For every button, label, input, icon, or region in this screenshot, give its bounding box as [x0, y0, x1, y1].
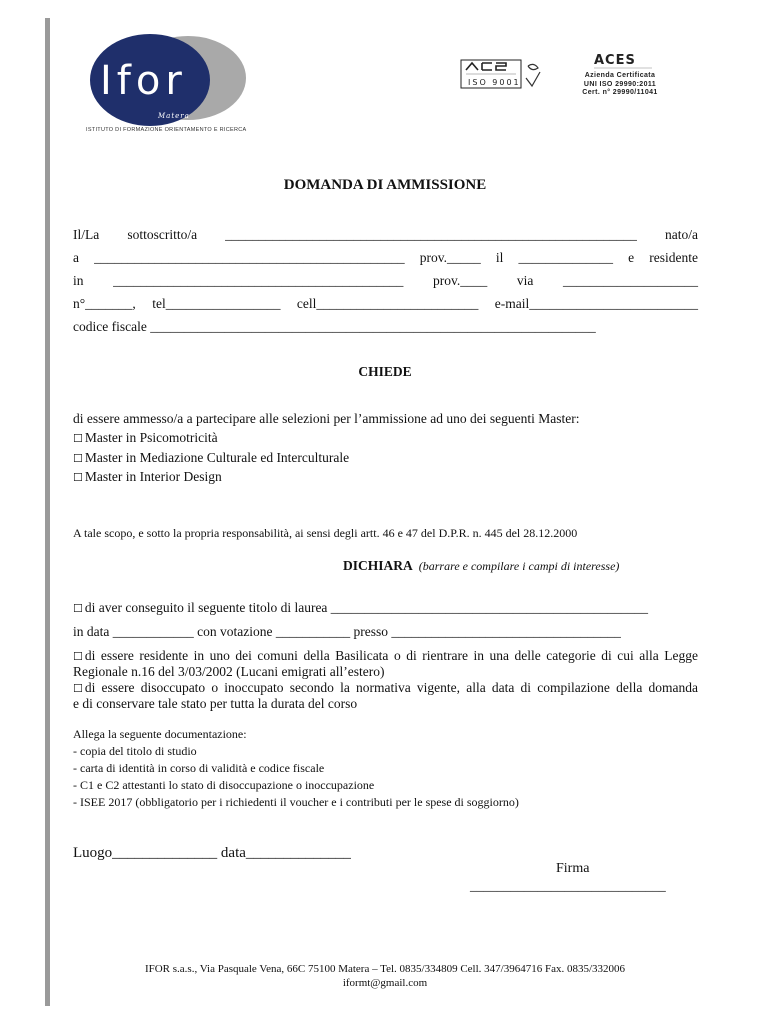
declaration-disoccupato-cont: e di conservare tale stato per tutta la durata del corso — [73, 696, 358, 711]
logo-city: Matera — [158, 112, 190, 120]
document-title: DOMANDA DI AMMISSIONE — [283, 177, 487, 193]
signature-line[interactable]: _____________________________ — [470, 878, 666, 893]
attachment-item: - C1 e C2 attestanti lo stato di disoccupazione o inoccupazione — [73, 778, 375, 792]
attachment-item: - carta di identità in corso di validità e codice fiscale — [73, 761, 325, 775]
form-line-fiscal-code[interactable]: codice fiscale __________________________________________________________________ — [73, 319, 596, 334]
certification-text: Azienda Certificata UNI ISO 29990:2011 Cert. n° 29990/11041 — [582, 72, 658, 96]
declaration-disoccupato[interactable]: ☐ di essere disoccupato o inoccupato secondo la normativa vigente, alla data di compilazione della domanda — [73, 680, 698, 695]
chiede-heading: CHIEDE — [358, 364, 412, 379]
footer-address: IFOR s.a.s., Via Pasquale Vena, 66C 75100 Matera – Tel. 0835/334809 Cell. 347/3964716 Fax. 0835/332006 — [144, 963, 626, 975]
checkbox-icon[interactable]: ☐ — [73, 432, 83, 445]
checkbox-icon[interactable]: ☐ — [73, 682, 83, 695]
request-intro: di essere ammesso/a a partecipare alle selezioni per l’ammissione ad uno dei seguenti Master: — [73, 411, 580, 426]
attachments-heading: Allega la seguente documentazione: — [73, 727, 247, 741]
checkbox-icon[interactable]: ☐ — [73, 471, 83, 484]
master-option-psicomotricita[interactable]: ☐ Master in Psicomotricità — [73, 430, 218, 445]
form-line-residence[interactable]: in ___________________________________________ prov.____ via ____________________ — [73, 273, 698, 288]
dichiara-heading: DICHIARA (barrare e compilare i campi di interesse) — [343, 558, 620, 573]
checkbox-icon[interactable]: ☐ — [73, 602, 83, 615]
attachment-item: - ISEE 2017 (obbligatorio per i richiedenti il voucher e i contributi per le spese di soggiorno) — [73, 795, 519, 809]
checkbox-icon[interactable]: ☐ — [73, 650, 83, 663]
master-option-mediazione[interactable]: ☐ Master in Mediazione Culturale ed Interculturale — [73, 450, 350, 465]
footer-email[interactable]: iformt@gmail.com — [342, 977, 428, 989]
svg-text:ACES: ACES — [594, 53, 636, 68]
svg-text:ISO 9001: ISO 9001 — [468, 78, 521, 87]
dichiara-note: (barrare e compilare i campi di interesse) — [418, 559, 620, 573]
aces-certification-mark — [588, 50, 658, 72]
declaration-residenza-cont: Regionale n.16 del 3/03/2002 (Lucani emigrati all’estero) — [73, 664, 385, 679]
attachment-item: - copia del titolo di studio — [73, 744, 197, 758]
place-date-line[interactable]: Luogo______________ data______________ — [73, 845, 351, 861]
left-margin-bar — [45, 18, 50, 1006]
declaration-laurea[interactable]: ☐ di aver conseguito il seguente titolo di laurea _______________________________________________ — [73, 600, 649, 615]
master-option-interior-design[interactable]: ☐ Master in Interior Design — [73, 469, 222, 484]
checkbox-icon[interactable]: ☐ — [73, 452, 83, 465]
iso-certification-badge — [460, 58, 546, 92]
form-line-birth[interactable]: a ______________________________________________ prov._____ il ______________ e residente — [73, 250, 698, 265]
logo-text: Ifor — [100, 58, 187, 104]
form-line-contacts[interactable]: n°_______, tel_________________ cell________________________ e-mail_________________________ — [73, 296, 698, 311]
logo-tagline: ISTITUTO DI FORMAZIONE ORIENTAMENTO E RICERCA — [86, 127, 247, 133]
declaration-residenza[interactable]: ☐ di essere residente in uno dei comuni della Basilicata o di rientrare in una delle categorie di cui alla Legge — [73, 648, 698, 663]
declaration-laurea-details[interactable]: in data ____________ con votazione ___________ presso __________________________________ — [73, 624, 621, 639]
firma-label: Firma — [556, 861, 590, 876]
form-line-name[interactable]: Il/La sottoscritto/a _____________________________________________________________ nato/a — [73, 227, 698, 242]
responsibility-statement: A tale scopo, e sotto la propria responsabilità, ai sensi degli artt. 46 e 47 del D.P.R. n. 445 del 28.12.2000 — [73, 526, 578, 540]
